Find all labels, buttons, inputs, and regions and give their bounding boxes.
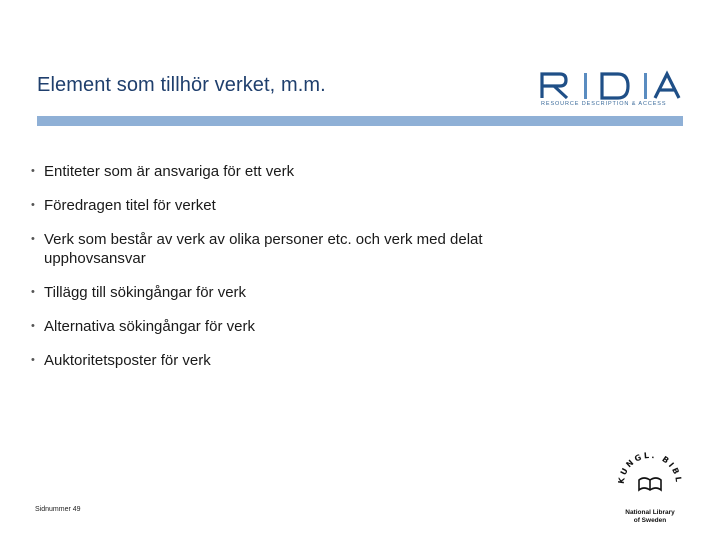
rda-tagline: RESOURCE DESCRIPTION & ACCESS — [541, 101, 667, 107]
list-item: • Alternativa sökingångar för verk — [31, 318, 255, 335]
bullet-icon: • — [31, 320, 35, 332]
svg-text:KUNGL. BIBLIOTEKET: KUNGL. BIBL — [616, 450, 684, 485]
page-number: Sidnummer 49 — [35, 506, 81, 513]
bullet-icon: • — [31, 233, 35, 245]
bullet-icon: • — [31, 354, 35, 366]
title-divider — [37, 116, 683, 126]
bullet-icon: • — [31, 199, 35, 211]
list-item: • Verk som består av verk av olika personer etc. och verk med delat upphovsansvar — [31, 231, 483, 267]
slide-title: Element som tillhör verket, m.m. — [37, 74, 326, 96]
bullet-icon: • — [31, 165, 35, 177]
bullet-icon: • — [31, 286, 35, 298]
bullet-list — [28, 162, 648, 385]
list-item: • Tillägg till sökingångar för verk — [31, 284, 247, 301]
library-name: National Library of Sweden — [625, 509, 675, 524]
list-item: • Entiteter som är ansvariga för ett verk — [31, 163, 295, 180]
list-item: • Föredragen titel för verket — [31, 197, 216, 214]
list-item: • Auktoritetsposter för verk — [31, 352, 211, 369]
